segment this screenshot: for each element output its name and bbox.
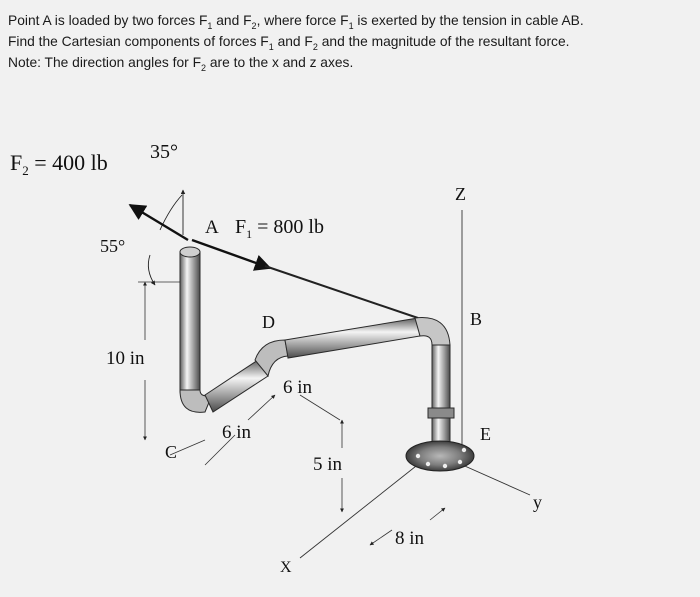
axis-y-label: y xyxy=(533,492,542,512)
text-segment: Find the Cartesian components of forces F xyxy=(8,34,269,49)
dim-10in-label: 10 in xyxy=(106,348,145,369)
collar-e xyxy=(428,408,454,418)
axis-z-label: Z xyxy=(455,184,466,204)
bolt-hole xyxy=(416,454,420,458)
point-a-label: A xyxy=(205,217,219,238)
angle-35-label: 35° xyxy=(150,141,178,163)
subscript: 1 xyxy=(268,41,274,52)
bolt-hole xyxy=(443,464,447,468)
point-b-label: B xyxy=(470,309,483,329)
axis-x-label: X xyxy=(280,559,292,576)
dim-6in-upper-label: 6 in xyxy=(283,377,313,398)
dim-8in-right xyxy=(430,508,445,520)
text-segment: is exerted by the tension in cable AB. xyxy=(353,13,584,28)
f1-label: $F_1 = 800$ lb xyxy=(235,216,324,241)
bolt-hole xyxy=(462,448,466,452)
bolt-hole xyxy=(426,462,430,466)
dim-8in-left xyxy=(370,530,392,545)
cable-ab xyxy=(265,266,418,318)
dim-6in-lower-label: 6 in xyxy=(222,422,252,443)
angle-55-arc xyxy=(148,255,155,285)
pipe-db xyxy=(285,318,420,358)
subscript: 1 xyxy=(348,20,354,31)
text-segment: and F xyxy=(273,34,313,49)
f1-force-arrow xyxy=(192,240,270,268)
text-segment: , where force F xyxy=(256,13,349,28)
dim-8in-label: 8 in xyxy=(395,528,425,549)
bolt-hole xyxy=(458,460,462,464)
text-segment: and F xyxy=(212,13,252,28)
text-segment: Note: The direction angles for F xyxy=(8,55,202,70)
text-segment: Point A is loaded by two forces F xyxy=(8,13,208,28)
point-d-label: D xyxy=(262,312,275,332)
subscript: 2 xyxy=(201,62,207,73)
f2-force-arrow xyxy=(130,205,188,240)
subscript: 2 xyxy=(251,20,257,31)
point-c-label: C xyxy=(165,442,178,462)
point-e-label: E xyxy=(480,424,491,444)
elbow-b xyxy=(415,318,450,345)
dim-6in-lower-arrow xyxy=(248,395,275,420)
coordinate-axes xyxy=(300,210,530,558)
pipe-vertical-be xyxy=(432,345,450,445)
f2-label: $F_2 = 400$ lb xyxy=(10,150,108,178)
pipe-cd xyxy=(205,360,268,412)
angle-arcs xyxy=(148,190,183,285)
subscript: 1 xyxy=(207,20,213,31)
angle-55-label: 55° xyxy=(100,236,126,256)
pipe-structure xyxy=(180,247,454,445)
pipe-vertical-a xyxy=(180,252,200,392)
subscript: 2 xyxy=(312,41,318,52)
dim-6in-upper-line xyxy=(300,395,340,420)
dim-5in-label: 5 in xyxy=(313,454,343,475)
text-segment: are to the x and z axes. xyxy=(206,55,354,70)
text-segment: and the magnitude of the resultant force. xyxy=(317,34,570,49)
pipe-top-cap xyxy=(180,247,200,257)
base-flange xyxy=(406,441,474,471)
